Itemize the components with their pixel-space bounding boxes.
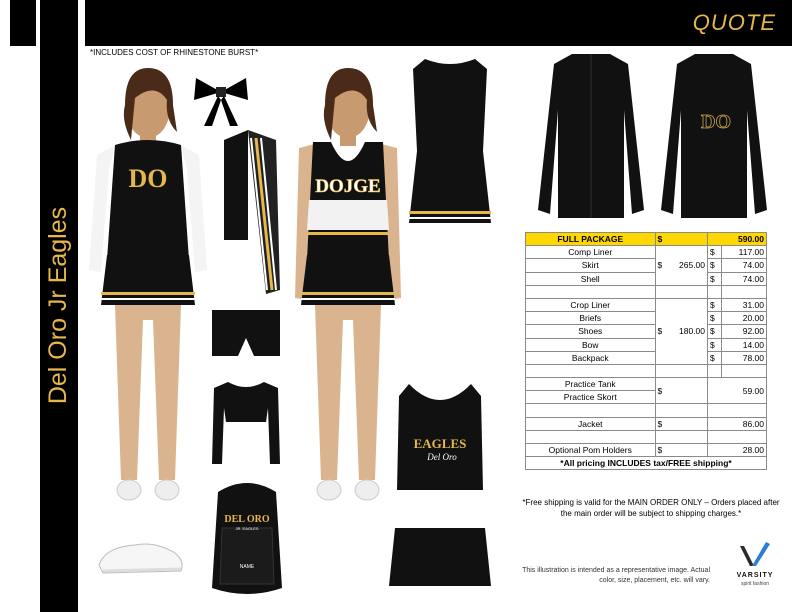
item-currency: $ <box>708 246 722 259</box>
item-label: Practice Tank <box>526 378 656 391</box>
varsity-logo-text: VARSITY <box>736 572 774 579</box>
item-amount: 14.00 <box>722 338 767 351</box>
shell-row <box>526 272 767 285</box>
item-label: Comp Liner <box>526 246 656 259</box>
item-currency: $ <box>708 312 722 325</box>
pom-holders-row <box>526 444 767 457</box>
crop-liner <box>208 378 284 468</box>
item-amount: 31.00 <box>722 298 767 311</box>
backpack-jr-eagles: JR. EAGLES <box>235 526 259 531</box>
item-amount: 86.00 <box>708 417 767 430</box>
pricing-footer-row <box>526 457 767 470</box>
item-label: Skirt <box>526 259 656 272</box>
item-label: Backpack <box>526 351 656 364</box>
practice-currency: $ <box>655 378 708 404</box>
backpack-del-oro: DEL ORO <box>224 514 270 525</box>
item-label: Jacket <box>526 417 656 430</box>
group1-subtotal: $ 265.00 <box>655 246 708 286</box>
jacket-front <box>532 50 650 220</box>
item-currency: $ <box>708 351 722 364</box>
do-monogram: DO <box>128 164 168 193</box>
comp-liner-skirt <box>405 55 495 235</box>
price-table <box>525 232 767 470</box>
item-amount: 117.00 <box>722 246 767 259</box>
practice-amount: 59.00 <box>708 378 767 404</box>
item-label: Crop Liner <box>526 298 656 311</box>
model-long-sleeve-uniform <box>85 60 210 530</box>
dojge-lettering: DOJGE <box>315 176 381 197</box>
briefs <box>210 308 282 360</box>
item-label: Optional Pom Holders <box>526 444 656 457</box>
bow-row <box>526 338 767 351</box>
full-package-row <box>526 233 767 246</box>
item-amount: 20.00 <box>722 312 767 325</box>
quote-label: QUOTE <box>692 10 776 35</box>
jacket-row <box>526 417 767 430</box>
full-package-amount: 590.00 <box>708 233 767 246</box>
crop-liner-row <box>526 298 767 311</box>
varsity-logo-icon <box>738 540 772 570</box>
team-name-text: Del Oro Jr Eagles <box>44 206 73 404</box>
spacer-row <box>526 430 767 443</box>
full-package-label: FULL PACKAGE <box>526 233 656 246</box>
item-amount: 74.00 <box>722 259 767 272</box>
spacer-row <box>526 285 767 298</box>
hair-bow <box>192 70 250 128</box>
comp-liner-row <box>526 246 767 259</box>
item-currency: $ <box>708 325 722 338</box>
shoes <box>95 535 187 580</box>
spacer-row <box>526 404 767 417</box>
item-label: Practice Skort <box>526 391 656 404</box>
item-amount: 78.00 <box>722 351 767 364</box>
briefs-row <box>526 312 767 325</box>
long-sleeve-shell <box>218 130 283 298</box>
spacer-row <box>526 364 767 377</box>
item-label: Bow <box>526 338 656 351</box>
shoes-row <box>526 325 767 338</box>
skirt-row <box>526 259 767 272</box>
shipping-note: *Free shipping is valid for the MAIN ORDER ONLY – Orders placed after the main order will be subject to shipping charges.* <box>522 498 780 518</box>
backpack-row <box>526 351 767 364</box>
item-label: Briefs <box>526 312 656 325</box>
item-currency: $ <box>708 338 722 351</box>
jacket-do-monogram: DO <box>701 111 731 133</box>
del-oro-script: Del Oro <box>427 452 457 462</box>
backpack <box>200 478 295 598</box>
item-currency: $ <box>655 417 708 430</box>
rhinestone-note: *INCLUDES COST OF RHINESTONE BURST* <box>90 48 259 57</box>
side-accent-bar <box>10 0 36 46</box>
practice-tank-skort <box>385 380 495 590</box>
item-amount: 28.00 <box>708 444 767 457</box>
full-package-currency: $ <box>655 233 708 246</box>
item-currency: $ <box>708 259 722 272</box>
practice-tank-row <box>526 378 767 391</box>
item-label: Shoes <box>526 325 656 338</box>
item-amount: 74.00 <box>722 272 767 285</box>
jacket-back <box>655 50 773 220</box>
backpack-name: NAME <box>239 564 255 570</box>
item-currency: $ <box>708 298 722 311</box>
eagles-lettering: EAGLES <box>413 436 467 451</box>
team-name-vertical <box>42 180 76 430</box>
item-label: Shell <box>526 272 656 285</box>
illustration-note: This illustration is intended as a representative image. Actual color, size, placement, etc. will vary. <box>522 567 710 584</box>
item-currency: $ <box>708 272 722 285</box>
item-amount: 92.00 <box>722 325 767 338</box>
item-currency: $ <box>655 444 708 457</box>
varsity-logo-tagline: spirit fashion <box>740 581 770 587</box>
group2-subtotal: $ 180.00 <box>655 298 708 364</box>
pricing-footer: *All pricing INCLUDES tax/FREE shipping* <box>526 457 767 470</box>
header-bar <box>85 0 792 46</box>
